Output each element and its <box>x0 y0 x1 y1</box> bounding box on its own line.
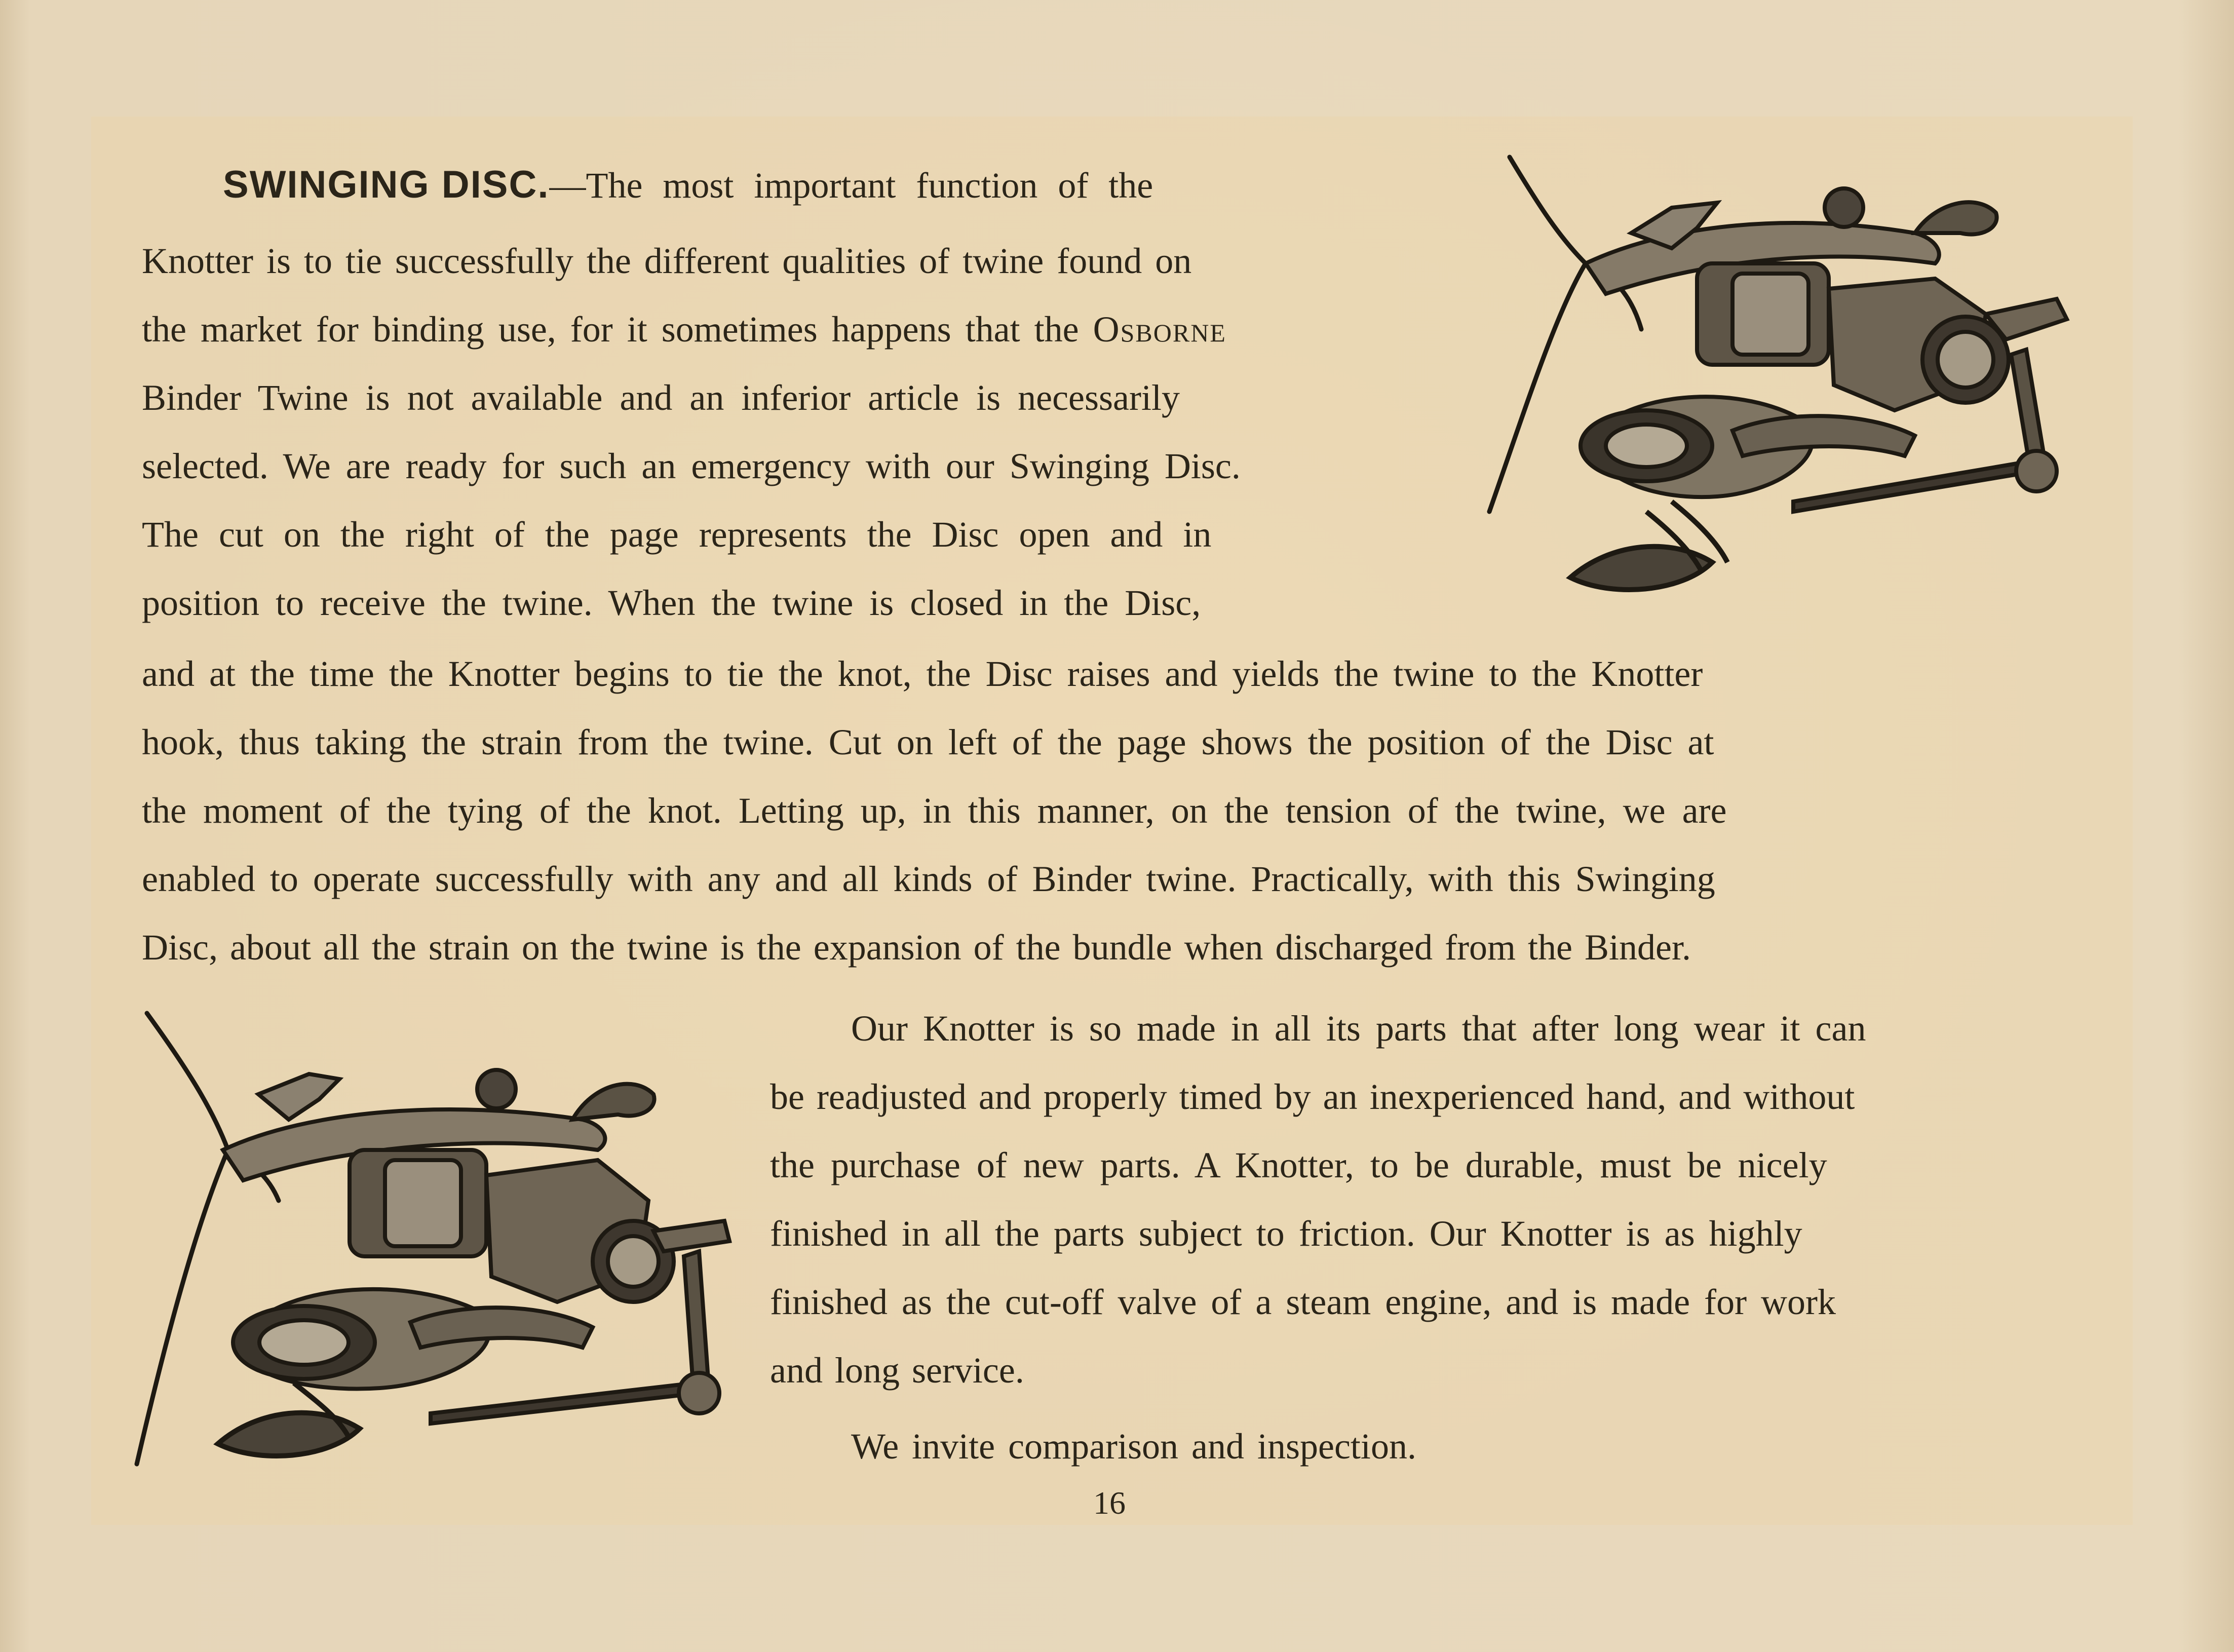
paragraph2-line-5: finished as the cut-off valve of a steam engine, and is made for work <box>770 1282 1836 1322</box>
swinging-disc <box>1581 397 1915 497</box>
paragraph1-line-3 <box>142 306 1226 352</box>
paragraph1-line-9: hook, thus taking the strain from the twine. Cut on left of the page shows the position of the Disc at <box>142 722 1714 762</box>
brand-name: Osborne <box>1093 309 1226 350</box>
knotter-disc-raised-illustration <box>127 1008 745 1484</box>
paragraph1-line-10: the moment of the tying of the knot. Letting up, in this manner, on the tension of the twine, we are <box>142 790 1727 831</box>
line-3-text: the market for binding use, for it sometimes happens that the <box>142 309 1093 350</box>
knotter-hook <box>218 1383 360 1456</box>
paragraph2-line-4: finished in all the parts subject to friction. Our Knotter is as highly <box>770 1213 1802 1254</box>
swinging-disc <box>233 1289 593 1389</box>
paragraph1-line-6: The cut on the right of the page represents the Disc open and in <box>142 514 1212 555</box>
paragraph2-line-1: Our Knotter is so made in all its parts that after long wear it can <box>851 1008 1866 1049</box>
paragraph1-line-1 <box>223 162 1153 208</box>
paragraph1-line-4: Binder Twine is not available and an inferior article is necessarily <box>142 377 1180 418</box>
paragraph1-line-11: enabled to operate successfully with any and all kinds of Binder twine. Practically, with this Swinging <box>142 859 1715 899</box>
paragraph1-line-8: and at the time the Knotter begins to tie the knot, the Disc raises and yields the twine to the Knotter <box>142 654 1703 694</box>
heading-continuation: —The most important function of the <box>549 165 1153 206</box>
paragraph1-line-7: position to receive the twine. When the twine is closed in the Disc, <box>142 583 1201 623</box>
paragraph2-line-3: the purchase of new parts. A Knotter, to be durable, must be nicely <box>770 1145 1827 1185</box>
section-heading: SWINGING DISC. <box>223 163 550 206</box>
closing-line: We invite comparison and inspection. <box>851 1426 1416 1467</box>
knotter-disc-open-illustration <box>1479 147 2107 643</box>
paragraph1-line-5: selected. We are ready for such an emergency with our Swinging Disc. <box>142 446 1241 486</box>
paragraph2-line-6: and long service. <box>770 1350 1024 1391</box>
knotter-hook <box>1570 502 1727 590</box>
paragraph1-line-2: Knotter is to tie successfully the different qualities of twine found on <box>142 241 1192 281</box>
paragraph1-line-12: Disc, about all the strain on the twine is the expansion of the bundle when discharged from the Binder. <box>142 927 1691 968</box>
twine-strand <box>137 1013 279 1464</box>
paragraph2-line-2: be readjusted and properly timed by an inexperienced hand, and without <box>770 1077 1855 1117</box>
page-number: 16 <box>1093 1485 1126 1521</box>
